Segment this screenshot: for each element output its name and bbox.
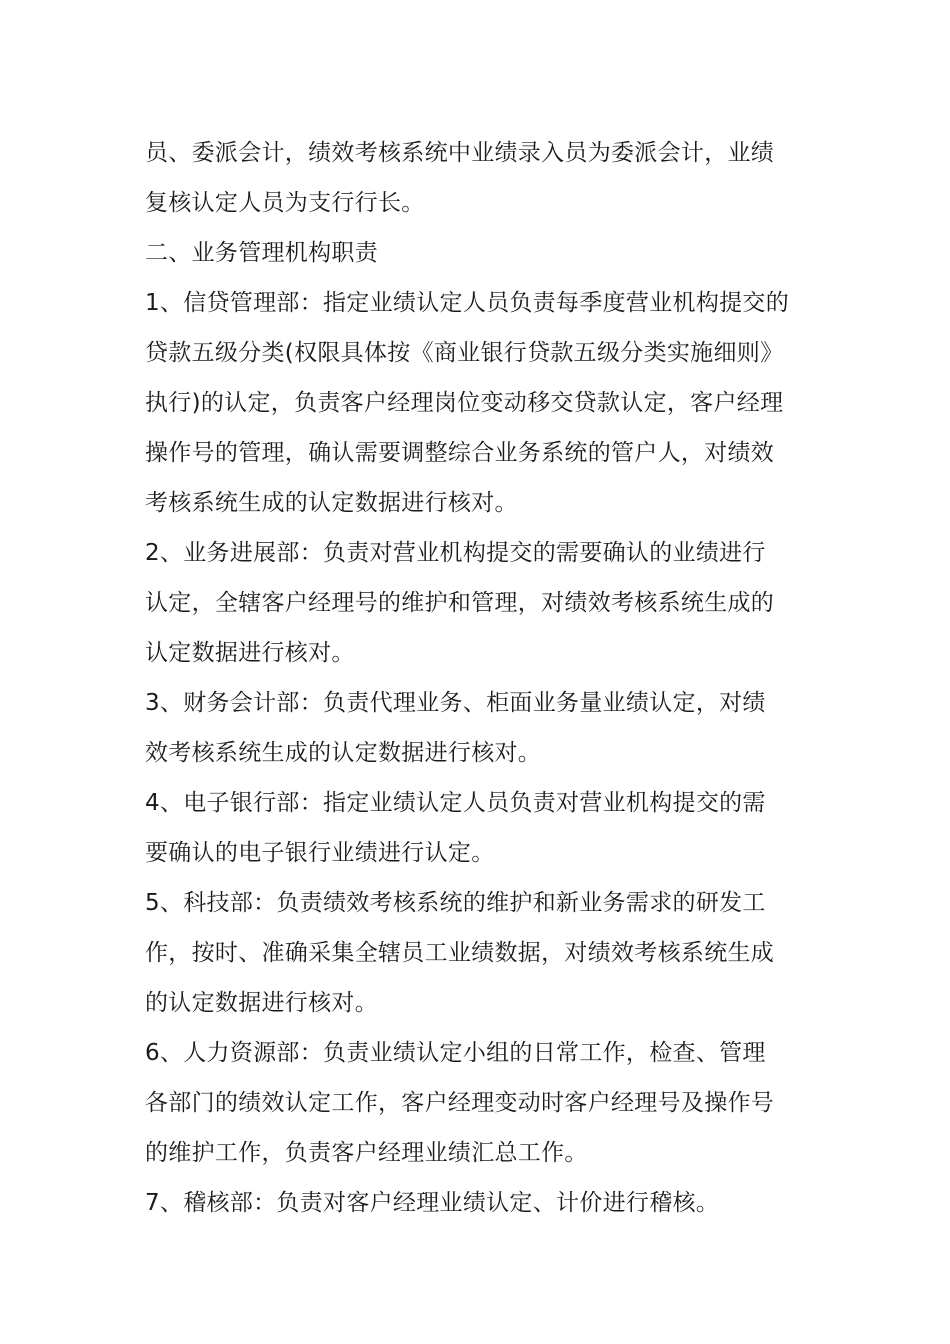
text-line: 6、人力资源部：负责业绩认定小组的日常工作，检查、管理 [145,1040,766,1066]
text-line: 要确认的电子银行业绩进行认定。 [145,840,495,866]
text-line: 1、信贷管理部：指定业绩认定人员负责每季度营业机构提交的 [145,290,790,316]
text-line: 作，按时、准确采集全辖员工业绩数据，对绩效考核系统生成 [145,940,775,966]
text-line: 员、委派会计，绩效考核系统中业绩录入员为委派会计，业绩 [145,140,775,166]
text-line: 的维护工作，负责客户经理业绩汇总工作。 [145,1140,588,1166]
text-line: 贷款五级分类(权限具体按《商业银行贷款五级分类实施细则》 [145,340,784,366]
text-line: 的认定数据进行核对。 [145,990,378,1016]
text-line: 执行)的认定，负责客户经理岗位变动移交贷款认定，客户经理 [145,390,784,416]
text-line: 4、电子银行部：指定业绩认定人员负责对营业机构提交的需 [145,790,766,816]
document-body [145,128,810,1228]
text-line: 认定数据进行核对。 [145,640,355,666]
text-line: 考核系统生成的认定数据进行核对。 [145,490,518,516]
section-heading: 二、业务管理机构职责 [145,240,378,266]
text-line: 认定，全辖客户经理号的维护和管理，对绩效考核系统生成的 [145,590,775,616]
text-line: 3、财务会计部：负责代理业务、柜面业务量业绩认定，对绩 [145,690,766,716]
text-line: 各部门的绩效认定工作，客户经理变动时客户经理号及操作号 [145,1090,775,1116]
text-line: 操作号的管理，确认需要调整综合业务系统的管户人，对绩效 [145,440,775,466]
text-line: 效考核系统生成的认定数据进行核对。 [145,740,542,766]
text-line: 复核认定人员为支行行长。 [145,190,425,216]
text-line: 5、科技部：负责绩效考核系统的维护和新业务需求的研发工 [145,890,766,916]
text-line: 7、稽核部：负责对客户经理业绩认定、计价进行稽核。 [145,1190,720,1216]
text-line: 2、业务进展部：负责对营业机构提交的需要确认的业绩进行 [145,540,766,566]
